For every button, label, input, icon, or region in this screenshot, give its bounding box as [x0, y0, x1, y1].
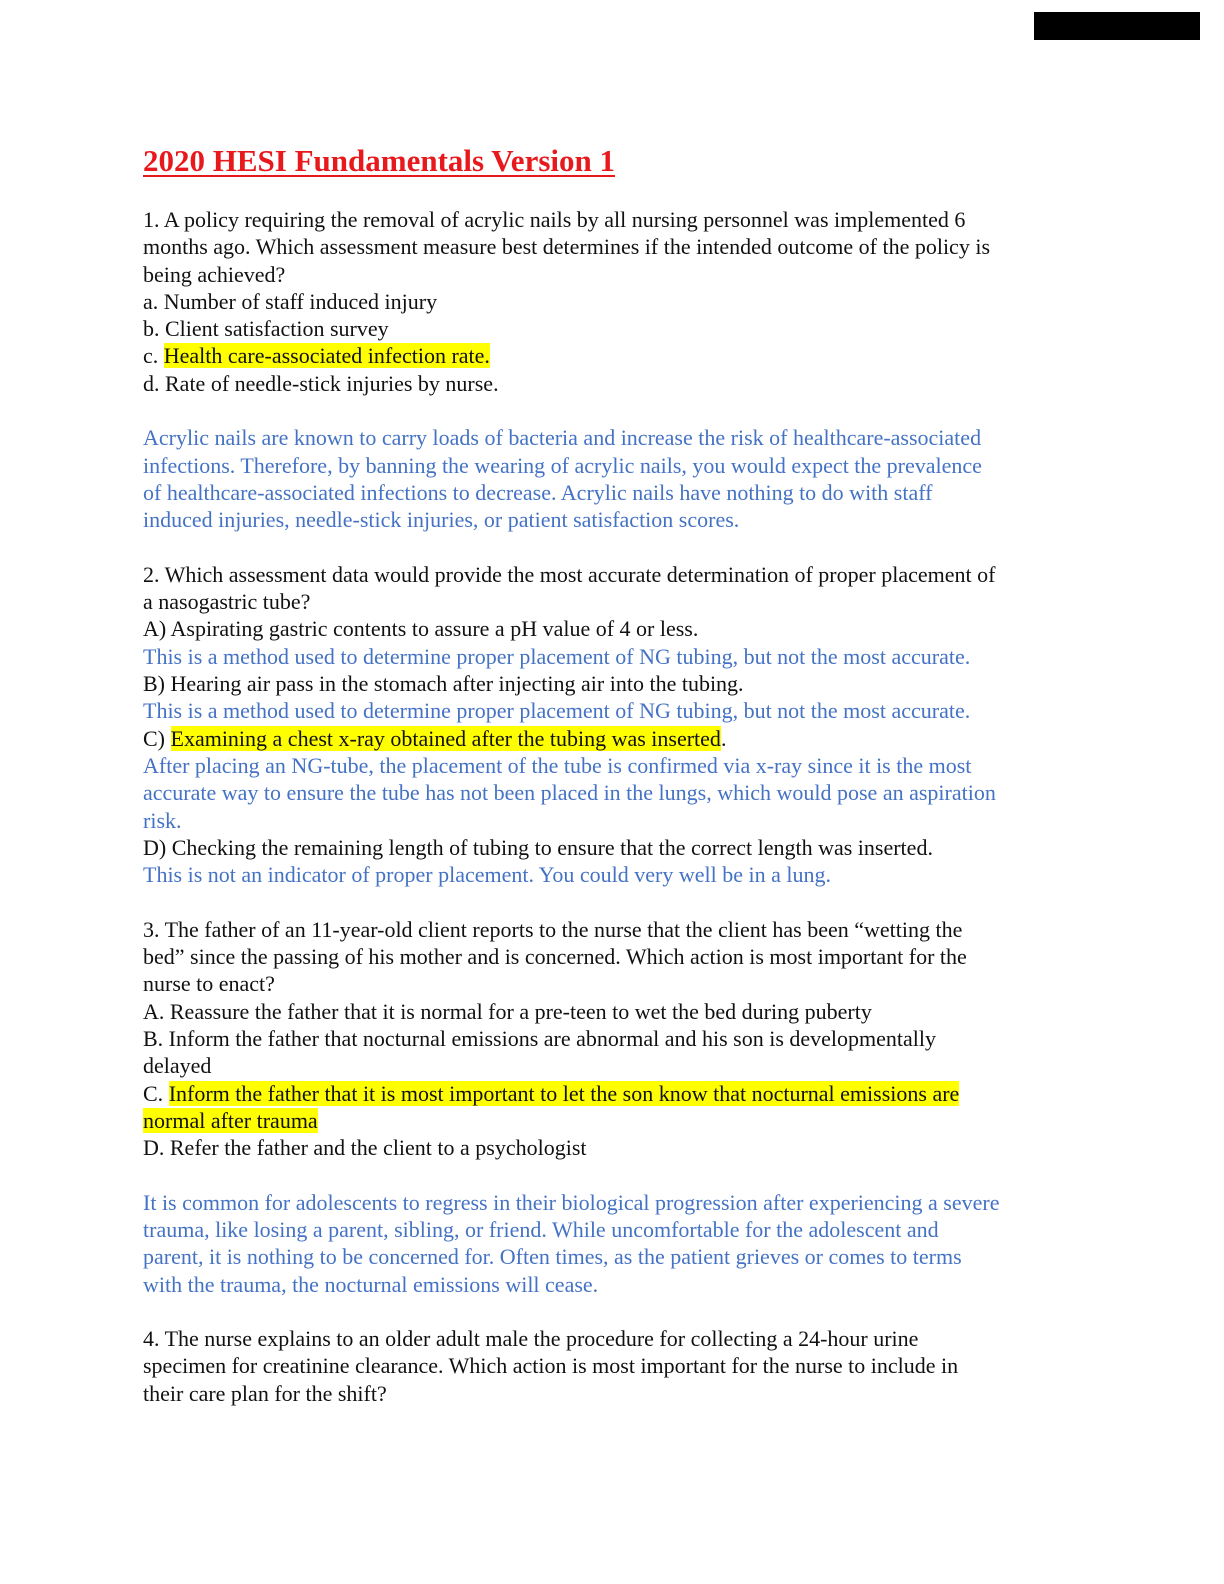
question-stem-line: specimen for creatinine clearance. Which action is most important for the nurse to include in: [143, 1353, 959, 1379]
answer-option-c: [143, 342, 1083, 369]
option-punctuation: .: [720, 725, 727, 751]
question-stem-line: being achieved?: [143, 261, 286, 287]
explanation-line: trauma, like losing a parent, sibling, or friend. While uncomfortable for the adolescent and: [143, 1216, 939, 1242]
correct-answer-highlight: Examining a chest x-ray obtained after the tubing was inserted: [170, 725, 721, 751]
question-stem-line: a nasogastric tube?: [143, 589, 311, 615]
answer-option-b: B) Hearing air pass in the stomach after injecting air into the tubing.: [143, 671, 744, 697]
question-stem-line: bed” since the passing of his mother and is concerned. Which action is most important for the: [143, 944, 967, 970]
explanation-line: Acrylic nails are known to carry loads of bacteria and increase the risk of healthcare-associated: [143, 425, 982, 451]
explanation-line: with the trauma, the nocturnal emissions will cease.: [143, 1271, 599, 1297]
answer-option-d: D) Checking the remaining length of tubing to ensure that the correct length was inserted.: [143, 834, 933, 860]
correct-answer-highlight: Inform the father that it is most important to let the son know that nocturnal emissions are: [168, 1080, 960, 1106]
paragraph-gap: [143, 888, 1083, 915]
question-stem-line: months ago. Which assessment measure best determines if the intended outcome of the policy is: [143, 234, 990, 260]
answer-option-d: d. Rate of needle-stick injuries by nurse.: [143, 370, 499, 396]
answer-option-c: [143, 1080, 1083, 1107]
answer-option-c-continued: [143, 1107, 1083, 1134]
redaction-bar: [1034, 12, 1200, 40]
paragraph-gap: [143, 397, 1083, 424]
paragraph-gap: [143, 534, 1083, 561]
answer-option-b: B. Inform the father that nocturnal emissions are abnormal and his son is developmentally: [143, 1025, 937, 1051]
explanation-line: infections. Therefore, by banning the wearing of acrylic nails, you would expect the prevalence: [143, 452, 982, 478]
document-page: [143, 138, 1083, 1407]
explanation-line: parent, it is nothing to be concerned for. Often times, as the patient grieves or comes to terms: [143, 1244, 962, 1270]
option-letter: C): [143, 725, 171, 751]
document-title: 2020 HESI Fundamentals Version 1: [143, 143, 615, 178]
explanation-line: accurate way to ensure the tube has not been placed in the lungs, which would pose an aspiration: [143, 780, 996, 806]
explanation-line: of healthcare-associated infections to decrease. Acrylic nails have nothing to do with staff: [143, 479, 933, 505]
answer-option-b-continued: delayed: [143, 1053, 212, 1079]
explanation-line: It is common for adolescents to regress in their biological progression after experiencing a severe: [143, 1189, 1000, 1215]
answer-option-b: b. Client satisfaction survey: [143, 316, 389, 342]
answer-option-a: A) Aspirating gastric contents to assure a pH value of 4 or less.: [143, 616, 699, 642]
question-stem-line: 2. Which assessment data would provide the most accurate determination of proper placement of: [143, 561, 996, 587]
option-letter: c.: [143, 343, 164, 369]
question-stem-line: 1. A policy requiring the removal of acrylic nails by all nursing personnel was implemented 6: [143, 207, 966, 232]
explanation-line: This is a method used to determine proper placement of NG tubing, but not the most accurate.: [143, 643, 971, 669]
explanation-line: risk.: [143, 807, 182, 833]
answer-option-a: a. Number of staff induced injury: [143, 288, 438, 314]
question-4: [143, 1325, 1083, 1407]
explanation-line: This is a method used to determine proper placement of NG tubing, but not the most accurate.: [143, 698, 971, 724]
paragraph-gap: [143, 1298, 1083, 1325]
question-stem-line: 3. The father of an 11-year-old client reports to the nurse that the client has been “wetting the: [143, 916, 963, 942]
question-stem-line: their care plan for the shift?: [143, 1380, 387, 1406]
question-stem-line: 4. The nurse explains to an older adult male the procedure for collecting a 24-hour urine: [143, 1326, 919, 1352]
explanation-line: After placing an NG-tube, the placement of the tube is confirmed via x-ray since it is the most: [143, 752, 972, 778]
answer-option-a: A. Reassure the father that it is normal for a pre-teen to wet the bed during puberty: [143, 998, 872, 1024]
question-1: [143, 206, 1083, 534]
explanation-line: induced injuries, needle-stick injuries, or patient satisfaction scores.: [143, 507, 740, 533]
paragraph-gap: [143, 1161, 1083, 1188]
correct-answer-highlight: Health care-associated infection rate.: [163, 343, 490, 369]
explanation-line: This is not an indicator of proper placement. You could very well be in a lung.: [143, 862, 831, 888]
question-3: [143, 916, 1083, 1298]
answer-option-c: [143, 725, 1083, 752]
question-2: [143, 561, 1083, 889]
question-stem-line: nurse to enact?: [143, 971, 275, 997]
option-letter: C.: [143, 1080, 169, 1106]
correct-answer-highlight: normal after trauma: [143, 1107, 318, 1133]
answer-option-d: D. Refer the father and the client to a psychologist: [143, 1135, 587, 1161]
